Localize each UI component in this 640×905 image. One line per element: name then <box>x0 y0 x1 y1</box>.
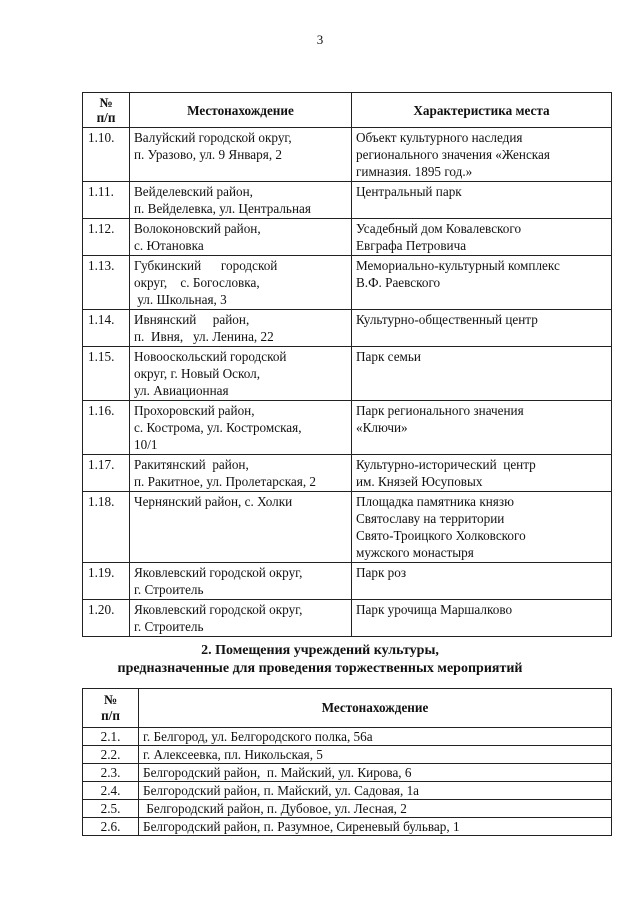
header-num <box>83 689 139 728</box>
location-cell <box>130 600 352 637</box>
location-cell <box>130 256 352 310</box>
row-number: 2.2. <box>83 746 139 764</box>
header-num-line2: п/п <box>96 110 116 125</box>
section-title-line1: 2. Помещения учреждений культуры, <box>201 643 439 658</box>
characteristic-cell <box>352 563 612 600</box>
characteristic-line: регионального значения «Женская <box>356 147 550 162</box>
row-number: 1.14. <box>83 310 130 347</box>
row-number: 1.19. <box>83 563 130 600</box>
characteristic-line: Усадебный дом Ковалевского <box>356 221 522 236</box>
location-cell <box>130 310 352 347</box>
characteristic-cell <box>352 492 612 563</box>
row-number: 2.3. <box>83 764 139 782</box>
location-line: г. Строитель <box>134 582 204 597</box>
characteristic-cell <box>352 455 612 492</box>
characteristic-cell <box>352 182 612 219</box>
table-row <box>83 455 612 492</box>
location-cell: Белгородский район, п. Майский, ул. Кирова, 6 <box>139 764 612 782</box>
location-cell <box>130 455 352 492</box>
location-cell <box>130 563 352 600</box>
characteristic-line: Евграфа Петровича <box>356 238 467 253</box>
characteristic-line: Культурно-общественный центр <box>356 312 538 327</box>
characteristic-line: Свято-Троицкого Холковского <box>356 528 526 543</box>
characteristic-line: им. Князей Юсуповых <box>356 474 483 489</box>
places-table <box>82 92 612 637</box>
location-cell <box>130 182 352 219</box>
characteristic-line: Объект культурного наследия <box>356 130 523 145</box>
characteristic-cell <box>352 310 612 347</box>
table-row <box>83 728 612 746</box>
characteristic-line: Парк семьи <box>356 349 421 364</box>
row-number: 1.15. <box>83 347 130 401</box>
location-line: Губкинский городской <box>134 258 278 273</box>
characteristic-cell <box>352 128 612 182</box>
characteristic-line: Парк урочища Маршалково <box>356 602 513 617</box>
section-title-line2: предназначенные для проведения торжественных мероприятий <box>117 661 523 676</box>
characteristic-cell <box>352 600 612 637</box>
table-row <box>83 746 612 764</box>
row-number: 2.1. <box>83 728 139 746</box>
characteristic-line: Парк регионального значения <box>356 403 524 418</box>
location-line: ул. Школьная, 3 <box>134 292 227 307</box>
location-cell: г. Белгород, ул. Белгородского полка, 56а <box>139 728 612 746</box>
location-line: округ, г. Новый Оскол, <box>134 366 261 381</box>
location-line: с. Ютановка <box>134 238 204 253</box>
characteristic-line: Культурно-исторический центр <box>356 457 536 472</box>
location-line: п. Ивня, ул. Ленина, 22 <box>134 329 274 344</box>
characteristic-line: Святославу на территории <box>356 511 505 526</box>
row-number: 1.18. <box>83 492 130 563</box>
table-header-row <box>83 689 612 728</box>
location-line: Вейделевский район, <box>134 184 253 199</box>
row-number: 1.17. <box>83 455 130 492</box>
location-line: Прохоровский район, <box>134 403 255 418</box>
row-number: 1.16. <box>83 401 130 455</box>
header-num-line1: № <box>99 95 113 110</box>
table-row <box>83 310 612 347</box>
characteristic-cell <box>352 219 612 256</box>
location-line: округ, с. Богословка, <box>134 275 260 290</box>
table-row <box>83 563 612 600</box>
row-number: 1.11. <box>83 182 130 219</box>
location-line: Новооскольский городской <box>134 349 287 364</box>
row-number: 1.13. <box>83 256 130 310</box>
characteristic-line: «Ключи» <box>356 420 408 435</box>
location-line: Валуйский городской округ, <box>134 130 292 145</box>
location-cell <box>130 347 352 401</box>
location-cell <box>130 128 352 182</box>
row-number: 1.20. <box>83 600 130 637</box>
location-line: п. Вейделевка, ул. Центральная <box>134 201 311 216</box>
table-row <box>83 782 612 800</box>
characteristic-line: Центральный парк <box>356 184 462 199</box>
row-number: 2.5. <box>83 800 139 818</box>
location-line: Чернянский район, с. Холки <box>134 494 293 509</box>
table-row <box>83 182 612 219</box>
table-row <box>83 347 612 401</box>
location-cell: г. Алексеевка, пл. Никольская, 5 <box>139 746 612 764</box>
location-cell <box>130 492 352 563</box>
table-header-row <box>83 93 612 128</box>
location-line: Ракитянский район, <box>134 457 249 472</box>
table-row <box>83 492 612 563</box>
characteristic-cell <box>352 347 612 401</box>
halls-table <box>82 688 612 836</box>
table-row <box>83 764 612 782</box>
header-num-line1: № <box>103 692 118 707</box>
table-row <box>83 800 612 818</box>
row-number: 2.6. <box>83 818 139 836</box>
location-line: 10/1 <box>134 437 158 452</box>
row-number: 1.12. <box>83 219 130 256</box>
characteristic-line: мужского монастыря <box>356 545 474 560</box>
characteristic-line: Площадка памятника князю <box>356 494 514 509</box>
location-line: Яковлевский городской округ, <box>134 602 303 617</box>
table-row <box>83 219 612 256</box>
location-cell: Белгородский район, п. Майский, ул. Садовая, 1а <box>139 782 612 800</box>
table-row <box>83 256 612 310</box>
location-cell <box>130 219 352 256</box>
location-line: Ивнянский район, <box>134 312 250 327</box>
header-num-line2: п/п <box>101 708 120 723</box>
header-characteristic: Характеристика места <box>352 93 612 128</box>
row-number: 2.4. <box>83 782 139 800</box>
characteristic-line: Парк роз <box>356 565 407 580</box>
location-line: п. Ракитное, ул. Пролетарская, 2 <box>134 474 317 489</box>
characteristic-cell <box>352 256 612 310</box>
location-line: Волоконовский район, <box>134 221 261 236</box>
header-num <box>83 93 130 128</box>
location-cell: Белгородский район, п. Дубовое, ул. Лесная, 2 <box>139 800 612 818</box>
header-location: Местонахождение <box>139 689 612 728</box>
header-location: Местонахождение <box>130 93 352 128</box>
location-line: г. Строитель <box>134 619 204 634</box>
location-cell <box>130 401 352 455</box>
table-row <box>83 401 612 455</box>
row-number: 1.10. <box>83 128 130 182</box>
table-row <box>83 600 612 637</box>
characteristic-cell <box>352 401 612 455</box>
characteristic-line: В.Ф. Раевского <box>356 275 441 290</box>
characteristic-line: гимназия. 1895 год.» <box>356 164 473 179</box>
location-cell: Белгородский район, п. Разумное, Сиреневый бульвар, 1 <box>139 818 612 836</box>
location-line: с. Кострома, ул. Костромская, <box>134 420 302 435</box>
location-line: п. Уразово, ул. 9 Января, 2 <box>134 147 283 162</box>
page-number: 3 <box>316 32 324 47</box>
table-row <box>83 818 612 836</box>
characteristic-line: Мемориально-культурный комплекс <box>356 258 560 273</box>
table-row <box>83 128 612 182</box>
location-line: ул. Авиационная <box>134 383 229 398</box>
location-line: Яковлевский городской округ, <box>134 565 303 580</box>
